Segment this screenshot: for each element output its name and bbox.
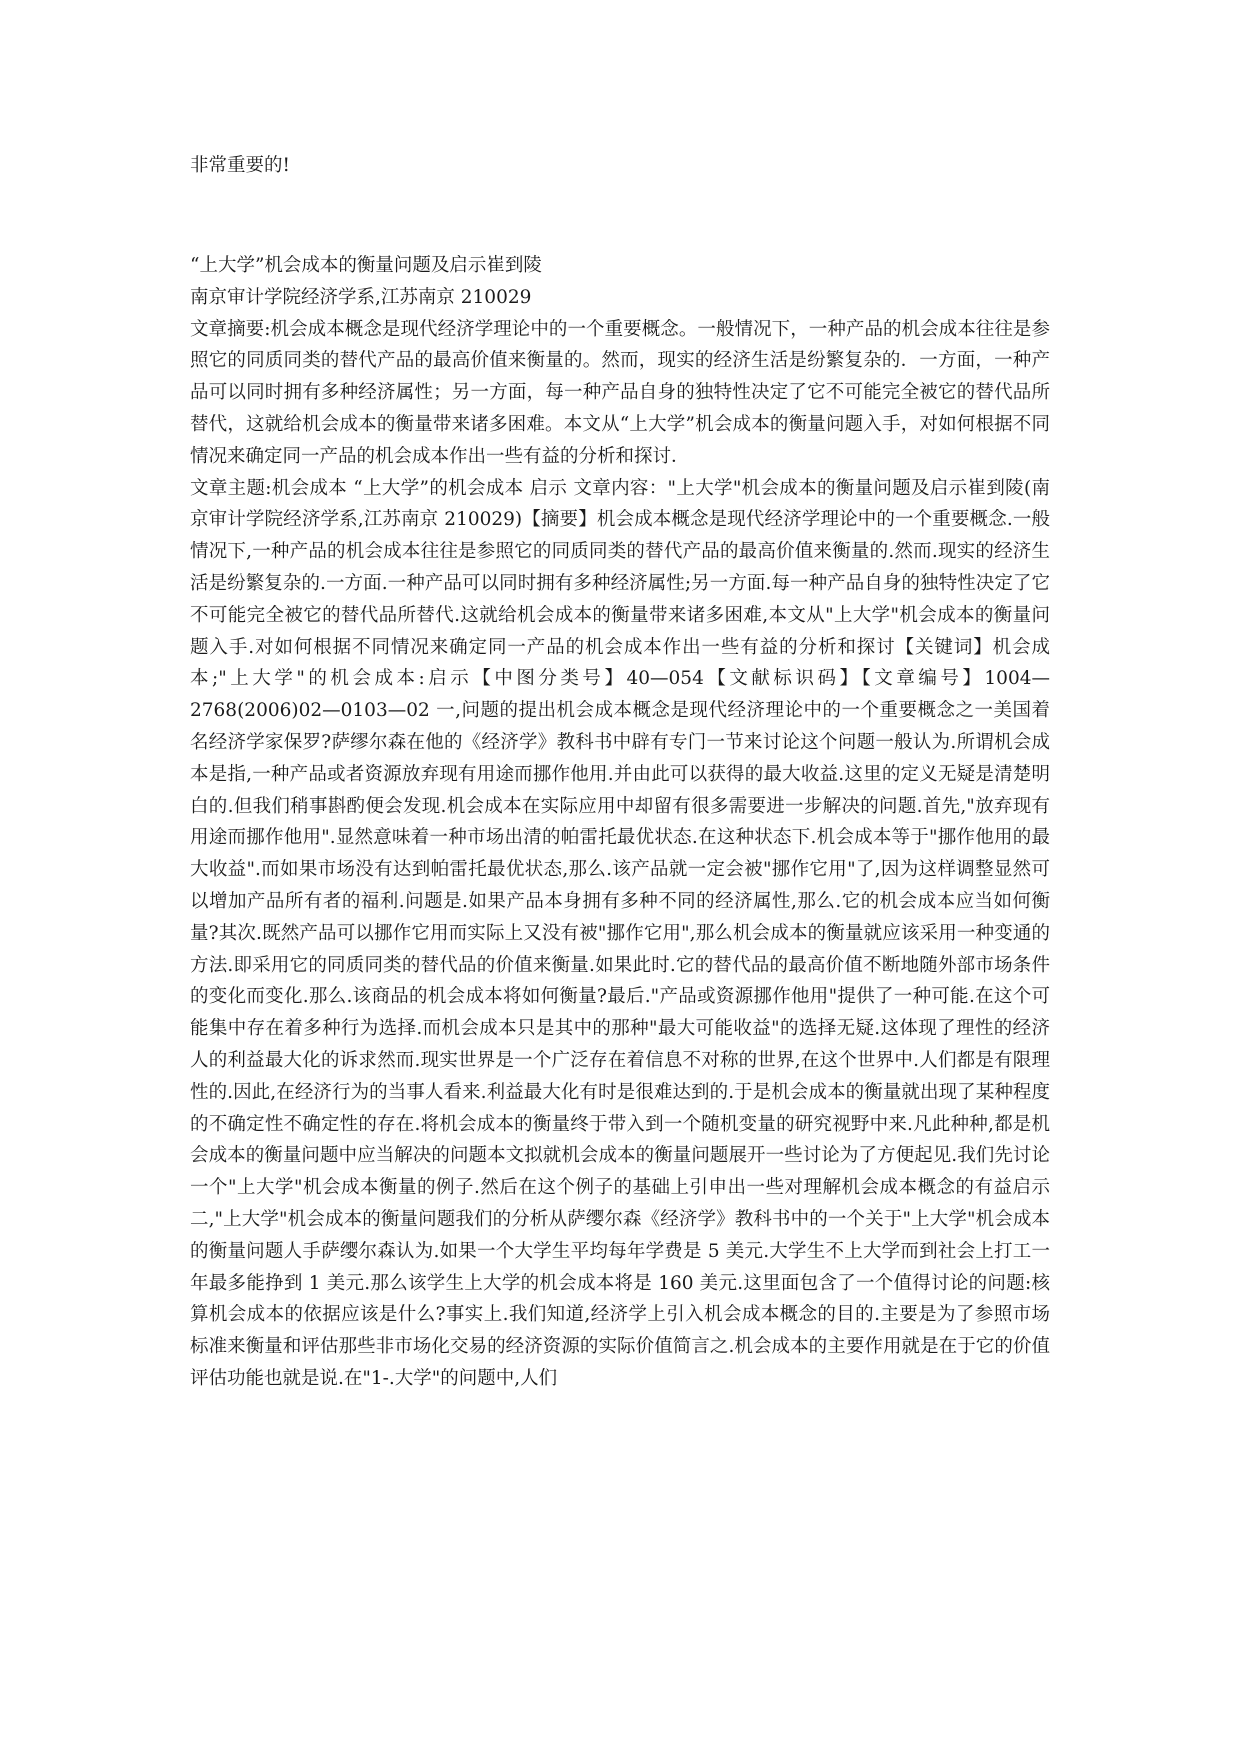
article-body	[190, 250, 1050, 1395]
intro-line: 非常重要的!	[190, 155, 290, 176]
affiliation-line: 南京审计学院经济学系,江苏南京 210029	[190, 286, 532, 308]
body-paragraph: 文章主题:机会成本 “上大学”的机会成本 启示 文章内容："上大学"机会成本的衡量问题及启示崔到陵(南京审计学院经济学系,江苏南京 210029)【摘要】机会成本概念是现代经济学理论中的一个重要概念.一般情况下,一种产品的机会成本往往是参照它的同质同类的替代产品的最高价值来衡量的.然而.现实的经济生活是纷繁复杂的.一方面.一种产品可以同时拥有多种经济属性;另一方面.每一种产品自身的独特性决定了它不可能完全被它的替代品所替代.这就给机会成本的衡量带来诸多困难,本文从"上大学"机会成本的衡量问题入手.对如何根据不同情况来确定同一产品的机会成本作出一些有益的分析和探讨【关键词】机会成本;"上大学"的机会成本:启示【中图分类号】40—054【文献标识码】【文章编号】1004—2768(2006)02—0103—02 一,问题的提出机会成本概念是现代经济理论中的一个重要概念之一美国着名经济学家保罗?萨缪尔森在他的《经济学》教科书中辟有专门一节来讨论这个问题一般认为.所谓机会成本是指,一种产品或者资源放弃现有用途而挪作他用.并由此可以获得的最大收益.这里的定义无疑是清楚明白的.但我们稍事斟酌便会发现.机会成本在实际应用中却留有很多需要进一步解决的问题.首先,"放弃现有用途而挪作他用".显然意味着一种市场出清的帕雷托最优状态.在这种状态下.机会成本等于"挪作他用的最大收益".而如果市场没有达到帕雷托最优状态,那么.该产品就一定会被"挪作它用"了,因为这样调整显然可以增加产品所有者的福利.问题是.如果产品本身拥有多种不同的经济属性,那么.它的机会成本应当如何衡量?其次.既然产品可以挪作它用而实际上又没有被"挪作它用",那么机会成本的衡量就应该采用一种变通的方法.即采用它的同质同类的替代品的价值来衡量.如果此时.它的替代品的最高价值不断地随外部市场条件的变化而变化.那么.该商品的机会成本将如何衡量?最后."产品或资源挪作他用"提供了一种可能.在这个可能集中存在着多种行为选择.而机会成本只是其中的那种"最大可能收益"的选择无疑.这体现了理性的经济人的利益最大化的诉求然而.现实世界是一个广泛存在着信息不对称的世界,在这个世界中.人们都是有限理性的.因此,在经济行为的当事人看来.利益最大化有时是很难达到的.于是机会成本的衡量就出现了某种程度的不确定性不确定性的存在.将机会成本的衡量终于带入到一个随机变量的研究视野中来.凡此种种,都是机会成本的衡量问题中应当解决的问题本文拟就机会成本的衡量问题展开一些讨论为了方便起见.我们先讨论一个"上大学"机会成本衡量的例子.然后在这个例子的基础上引申出一些对理解机会成本概念的有益启示二,"上大学"机会成本的衡量问题我们的分析从萨缨尔森《经济学》教科书中的一个关于"上大学"机会成本的衡量问题人手萨缨尔森认为.如果一个大学生平均每年学费是 5 美元.大学生不上大学而到社会上打工一年最多能挣到 1 美元.那么该学生上大学的机会成本将是 160 美元.这里面包含了一个值得讨论的问题:核算机会成本的依据应该是什么?事实上.我们知道,经济学上引入机会成本概念的目的.主要是为了参照市场标准来衡量和评估那些非市场化交易的经济资源的实际价值简言之.机会成本的主要作用就是在于它的价值评估功能也就是说.在"1-.大学"的问题中,人们	[190, 477, 1050, 1389]
abstract-paragraph: 文章摘要:机会成本概念是现代经济学理论中的一个重要概念。一般情况下，一种产品的机会成本往往是参照它的同质同类的替代产品的最高价值来衡量的。然而，现实的经济生活是纷繁复杂的．一方面，一种产品可以同时拥有多种经济属性；另一方面，每一种产品自身的独特性决定了它不可能完全被它的替代品所替代，这就给机会成本的衡量带来诸多困难。本文从“上大学”机会成本的衡量问题入手，对如何根据不同情况来确定同一产品的机会成本作出一些有益的分析和探讨．	[190, 318, 1050, 467]
article-title: “上大学”机会成本的衡量问题及启示崔到陵	[190, 255, 542, 276]
